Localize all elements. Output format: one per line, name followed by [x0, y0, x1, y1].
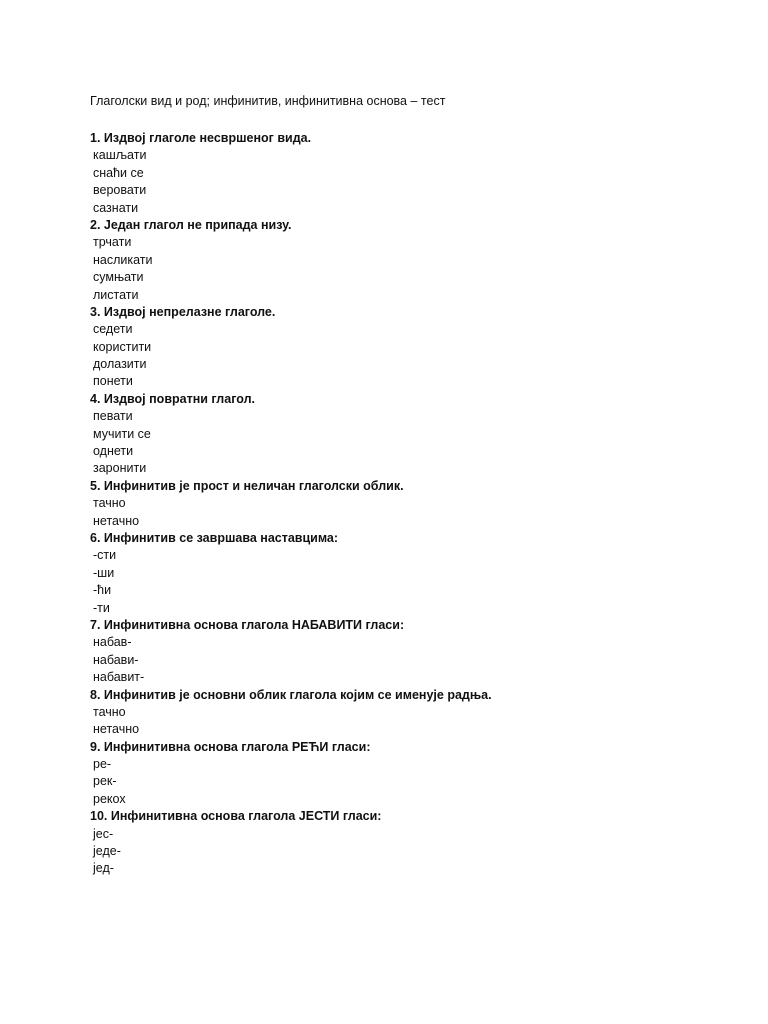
answer-option: долазити: [93, 357, 147, 372]
answer-option: тачно: [93, 496, 126, 511]
question-text: 7. Инфинитивна основа глагола НАБАВИТИ гласи:: [90, 617, 405, 632]
answer-option: сумњати: [93, 270, 144, 285]
question-10: [90, 808, 730, 878]
answer-option: -ши: [93, 565, 115, 580]
question-9: [90, 739, 730, 809]
answer-option: седети: [93, 322, 133, 337]
answer-option: рекох: [93, 791, 126, 806]
document-page: [90, 91, 730, 878]
question-4: [90, 391, 730, 478]
answer-option: тачно: [93, 704, 126, 719]
answer-option: набав-: [93, 635, 132, 650]
question-text: 5. Инфинитив је прост и неличан глаголски облик.: [90, 478, 404, 493]
answer-option: трчати: [93, 235, 132, 250]
question-7: [90, 617, 730, 687]
answer-option: снаћи се: [93, 165, 144, 180]
question-text: 8. Инфинитив је основни облик глагола којим се именује радња.: [90, 687, 492, 702]
question-text: 3. Издвој непрелазне глаголе.: [90, 304, 276, 319]
answer-option: однети: [93, 444, 134, 459]
answer-option: заронити: [93, 461, 147, 476]
answer-option: -сти: [93, 548, 117, 563]
question-3: [90, 304, 730, 391]
question-text: 9. Инфинитивна основа глагола РЕЋИ гласи:: [90, 739, 371, 754]
question-text: 1. Издвој глаголе несвршеног вида.: [90, 131, 312, 145]
answer-option: нетачно: [93, 513, 140, 528]
answer-option: нетачно: [93, 722, 140, 737]
question-2: [90, 217, 730, 304]
answer-option: користити: [93, 339, 152, 354]
document-title: Глаголски вид и род; инфинитив, инфинитивна основа – тест: [90, 94, 446, 108]
answer-option: мучити се: [93, 426, 151, 441]
answer-option: листати: [93, 287, 139, 302]
question-text: 6. Инфинитив се завршава наставцима:: [90, 530, 339, 545]
question-1: [90, 130, 730, 217]
question-text: 2. Један глагол не припада низу.: [90, 217, 292, 232]
question-8: [90, 687, 730, 739]
question-text: 4. Издвој повратни глагол.: [90, 391, 255, 406]
answer-option: певати: [93, 409, 133, 424]
answer-option: -ћи: [93, 583, 112, 598]
answer-option: једе-: [93, 844, 121, 859]
question-5: [90, 478, 730, 530]
answer-option: ре-: [93, 757, 112, 772]
answer-option: веровати: [93, 183, 147, 198]
answer-option: насликати: [93, 252, 153, 267]
answer-option: набавит-: [93, 670, 145, 685]
answer-option: кашљати: [93, 148, 147, 163]
answer-option: рек-: [93, 774, 117, 789]
answer-option: јед-: [93, 861, 114, 876]
answer-option: јес-: [93, 826, 114, 841]
question-text: 10. Инфинитивна основа глагола ЈЕСТИ гласи:: [90, 809, 382, 824]
answer-option: понети: [93, 374, 133, 389]
answer-option: -ти: [93, 600, 110, 615]
question-6: [90, 530, 730, 617]
answer-option: сазнати: [93, 200, 139, 215]
answer-option: набави-: [93, 652, 139, 667]
